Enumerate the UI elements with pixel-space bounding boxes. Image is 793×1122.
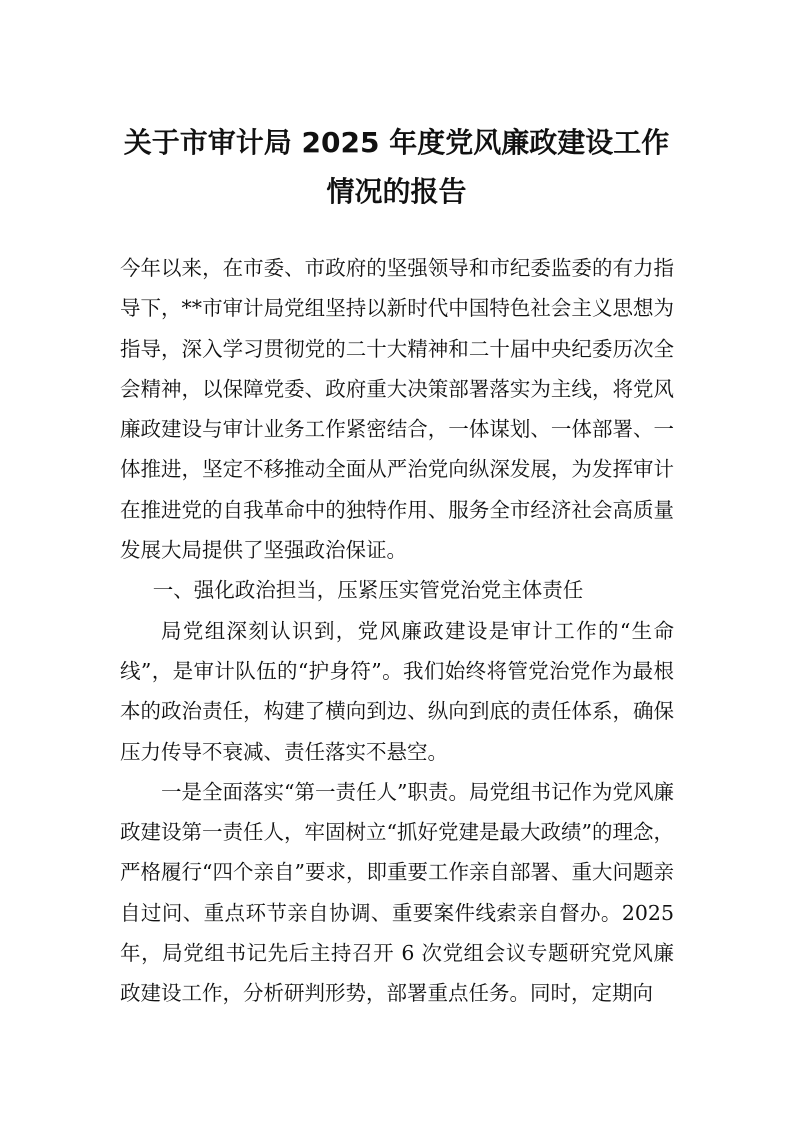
document-title-line1: 关于市审计局 2025 年度党风廉政建设工作 xyxy=(123,126,670,159)
intro-paragraph: 今年以来，在市委、市政府的坚强领导和市纪委监委的有力指导下，**市审计局党组坚持以新时代中国特色社会主义思想为指导，深入学习贯彻党的二十大精神和二十届中央纪委历次全会精神，以保障党委、政府重大决策部署落实为主线，将党风廉政建设与审计业务工作紧密结合，一体谋划、一体部署、一体推进，坚定不移推动全面从严治党向纵深发展，为发挥审计在推进党的自我革命中的独特作用、服务全市经济社会高质量发展大局提供了坚强政治保证。 xyxy=(120,256,674,563)
body-paragraph: 一是全面落实“第一责任人”职责。局党组书记作为党风廉政建设第一责任人，牢固树立“抓好党建是最大政绩”的理念，严格履行“四个亲自”要求，即重要工作亲自部署、重大问题亲自过问、重点环节亲自协调、重要案件线索亲自督办。2025年，局党组书记先后主持召开 6 次党组会议专题研究党风廉政建设工作，分析研判形势，部署重点任务。同时，定期向 xyxy=(120,779,674,1006)
document-title-line2: 情况的报告 xyxy=(326,175,467,208)
body-paragraph: 局党组深刻认识到，党风廉政建设是审计工作的“生命线”，是审计队伍的“护身符”。我们始终将管党治党作为最根本的政治责任，构建了横向到边、纵向到底的责任体系，确保压力传导不衰减、责任落实不悬空。 xyxy=(120,618,674,764)
section-heading-1: 一、强化政治担当，压紧压实管党治党主体责任 xyxy=(152,578,584,603)
document-body xyxy=(120,248,674,1014)
